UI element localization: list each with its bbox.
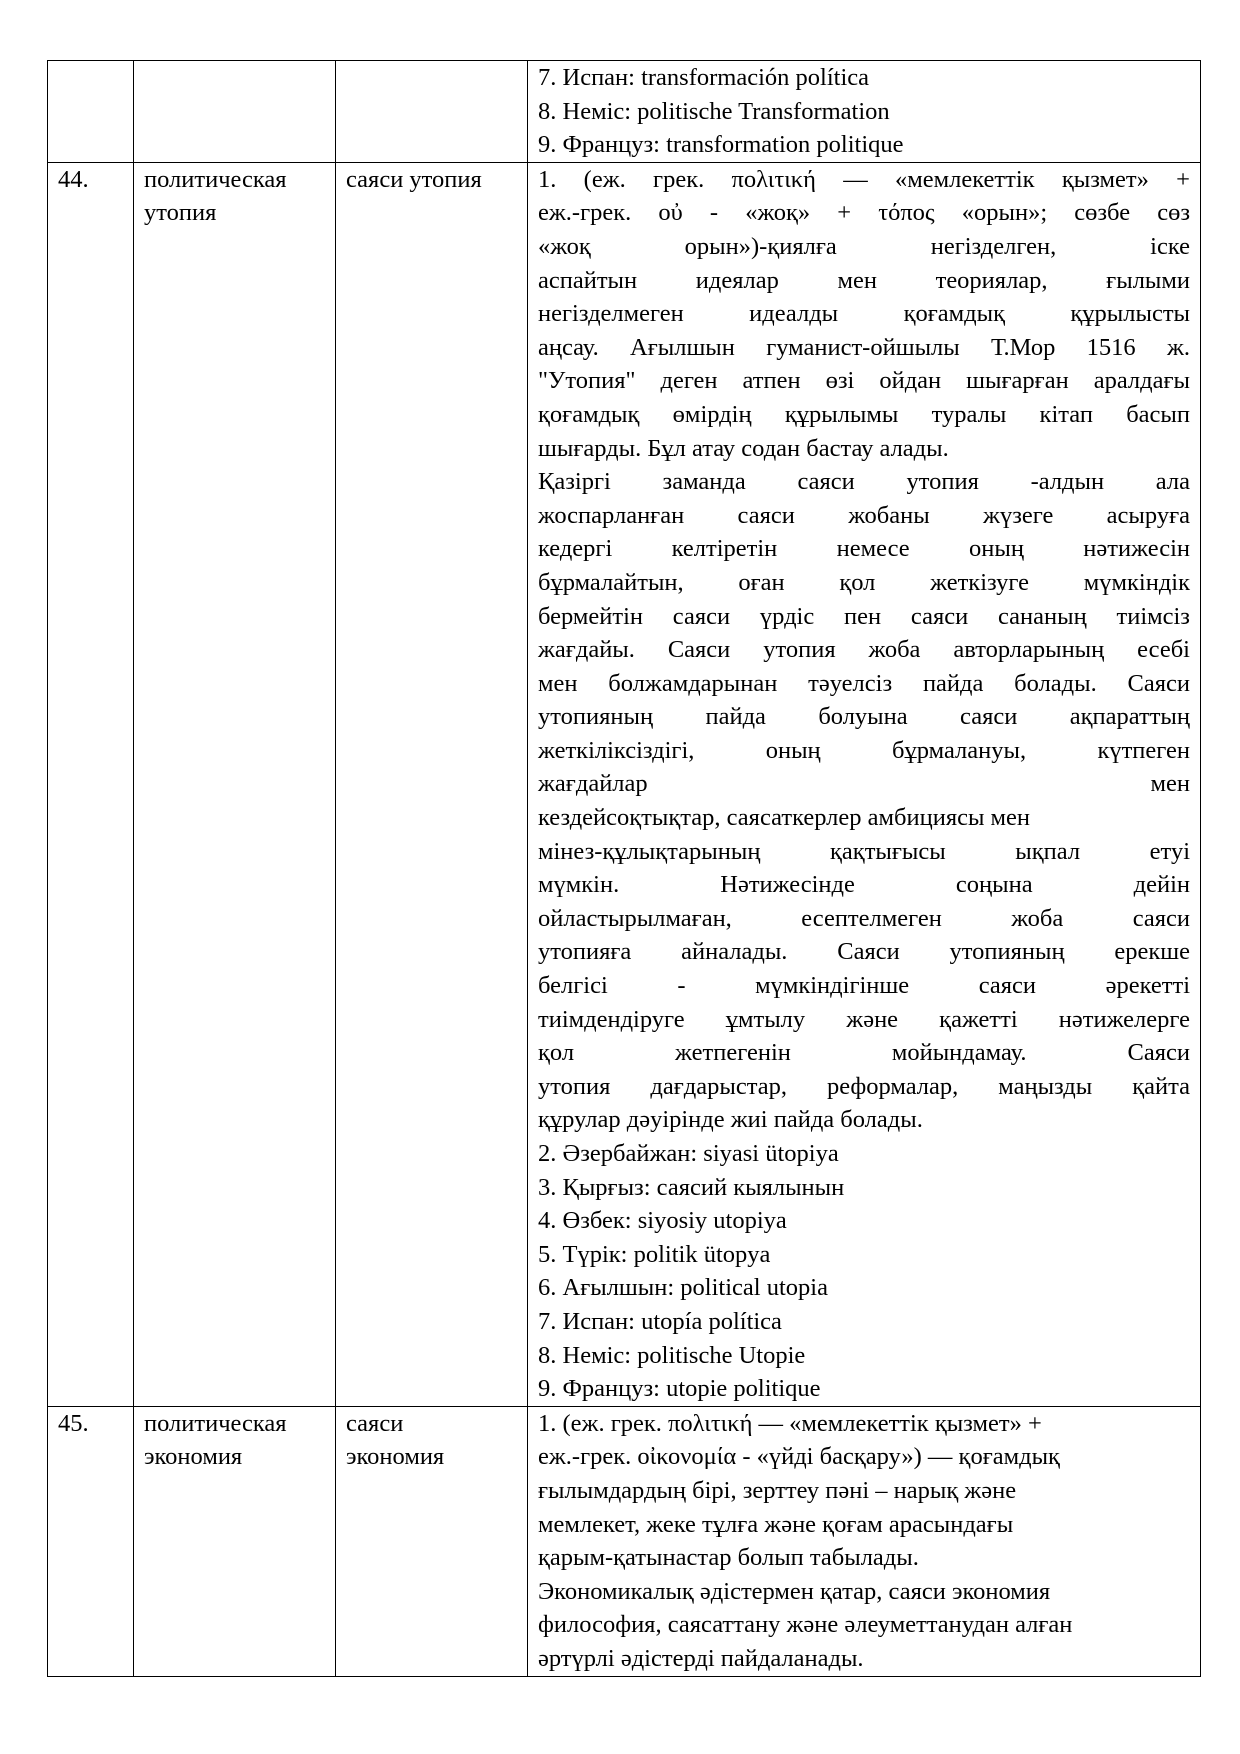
russian-term-line: политическая — [144, 1409, 287, 1437]
definition-line: мемлекет, жеке тұлға және қоғам арасындағы — [538, 1510, 1014, 1538]
definition-line: 1. (еж. грек. πολιτική — «мемлекеттік қызмет» + — [538, 1409, 1042, 1437]
definition-line: бұрмалайтын, оған қол жеткізуге мүмкіндік — [538, 568, 1190, 596]
table-row — [48, 162, 1201, 1406]
definition-line: 4. Өзбек: siyosiy utopiya — [538, 1207, 787, 1235]
definition-line: қол жетпегенін мойындамау. Саяси — [538, 1039, 1190, 1067]
definition-line: ойластырылмаған, есептелмеген жоба саяси — [538, 904, 1190, 932]
definition-line: 1. (еж. грек. πολιτική — «мемлекеттік қызмет» + — [538, 165, 1190, 193]
definition-line: 7. Испан: transformación política — [538, 64, 870, 91]
kazakh-term — [336, 162, 528, 1406]
definition-line: еж.-грек. οὐ - «жоқ» + τόπος «орын»; сөзбе сөз — [538, 199, 1190, 227]
definition-line: мінез-құлықтарының қақтығысы ықпал етуі — [538, 837, 1190, 865]
definition-line: жоспарланған саяси жобаны жүзеге асыруға — [538, 501, 1190, 529]
definition — [528, 1406, 1201, 1676]
definition-line: Экономикалық әдістермен қатар, саяси экономия — [538, 1577, 1051, 1605]
definition-line: мүмкін. Нәтижесінде соңына дейін — [538, 871, 1190, 899]
definition-line: ғылымдардың бірі, зерттеу пәні – нарық және — [538, 1476, 1017, 1504]
definition-line: аспайтын идеялар мен теориялар, ғылыми — [538, 266, 1190, 294]
definition-line: еж.-грек. οἰκονομία - «үйді басқару») — қоғамдық — [538, 1443, 1060, 1471]
dictionary-table — [47, 60, 1201, 1677]
table-body — [48, 61, 1201, 1677]
definition-line: жағдайлар мен — [538, 770, 1190, 798]
definition-line: кездейсоқтықтар, саясаткерлер амбициясы мен — [538, 804, 1031, 832]
definition-line: 9. Француз: utopie politique — [538, 1375, 821, 1403]
definition — [528, 61, 1201, 163]
russian-term-line: экономия — [144, 1443, 243, 1471]
entry-number: 44. — [48, 162, 134, 1406]
definition-line: жеткіліксіздігі, оның бұрмалануы, күтпеген — [538, 736, 1190, 764]
definition-line: кедергі келтіретін немесе оның нәтижесін — [538, 535, 1190, 563]
russian-term — [134, 1406, 336, 1676]
definition-line: мен болжамдарынан тәуелсіз пайда болады. Саяси — [538, 669, 1190, 697]
definition-line: шығарды. Бұл атау содан бастау алады. — [538, 434, 949, 462]
definition — [528, 162, 1201, 1406]
definition-line: 8. Неміс: politische Utopie — [538, 1341, 806, 1369]
entry-number — [48, 61, 134, 163]
definition-line: «жоқ орын»)-қиялға негізделген, іске — [538, 232, 1190, 260]
definition-line: құрулар дәуірінде жиі пайда болады. — [538, 1106, 923, 1134]
definition-line: утопия дағдарыстар, реформалар, маңызды қайта — [538, 1072, 1190, 1100]
entry-number: 45. — [48, 1406, 134, 1676]
definition-line: 8. Неміс: politische Transformation — [538, 97, 890, 125]
kazakh-term-line: саяси — [346, 1409, 404, 1437]
definition-line: белгісі - мүмкіндігінше саяси әрекетті — [538, 972, 1190, 1000]
definition-line: 2. Әзербайжан: siyasi ütopiya — [538, 1140, 839, 1167]
russian-term-line: утопия — [144, 199, 217, 227]
definition-line: 5. Түрік: politik ütopya — [538, 1240, 771, 1268]
kazakh-term — [336, 1406, 528, 1676]
definition-line: жағдайы. Саяси утопия жоба авторларының есебі — [538, 636, 1190, 664]
russian-term — [134, 61, 336, 163]
table-row — [48, 61, 1201, 163]
definition-line: Қазіргі заманда саяси утопия -алдын ала — [538, 468, 1190, 496]
definition-line: тиімдендіруге ұмтылу және қажетті нәтижелерге — [538, 1005, 1190, 1033]
russian-term-line: политическая — [144, 165, 287, 193]
definition-line: утопияның пайда болуына саяси ақпараттың — [538, 703, 1190, 731]
definition-line: аңсау. Ағылшын гуманист-ойшылы Т.Мор 1516 ж. — [538, 333, 1190, 361]
definition-line: қоғамдық өмірдің құрылымы туралы кітап басып — [538, 400, 1190, 428]
definition-line: 9. Француз: transformation politique — [538, 131, 904, 159]
definition-line: утопияға айналады. Саяси утопияның ерекше — [538, 938, 1190, 966]
definition-line: 7. Испан: utopía política — [538, 1307, 782, 1335]
kazakh-term — [336, 61, 528, 163]
definition-line: 6. Ағылшын: political utopia — [538, 1274, 828, 1302]
table-row — [48, 1406, 1201, 1676]
kazakh-term-line: саяси утопия — [346, 165, 482, 193]
russian-term — [134, 162, 336, 1406]
definition-line: философия, саясаттану және әлеуметтанудан алған — [538, 1611, 1073, 1639]
definition-line: бермейтін саяси үрдіс пен саяси сананың тиімсіз — [538, 602, 1190, 630]
definition-line: әртүрлі әдістерді пайдаланады. — [538, 1644, 864, 1672]
kazakh-term-line: экономия — [346, 1443, 445, 1471]
definition-line: "Утопия" деген атпен өзі ойдан шығарған аралдағы — [538, 367, 1190, 395]
definition-line: 3. Қырғыз: саясий кыялынын — [538, 1173, 845, 1201]
definition-line: қарым-қатынастар болып табылады. — [538, 1544, 919, 1572]
definition-line: негізделмеген идеалды қоғамдық құрылысты — [538, 300, 1190, 328]
